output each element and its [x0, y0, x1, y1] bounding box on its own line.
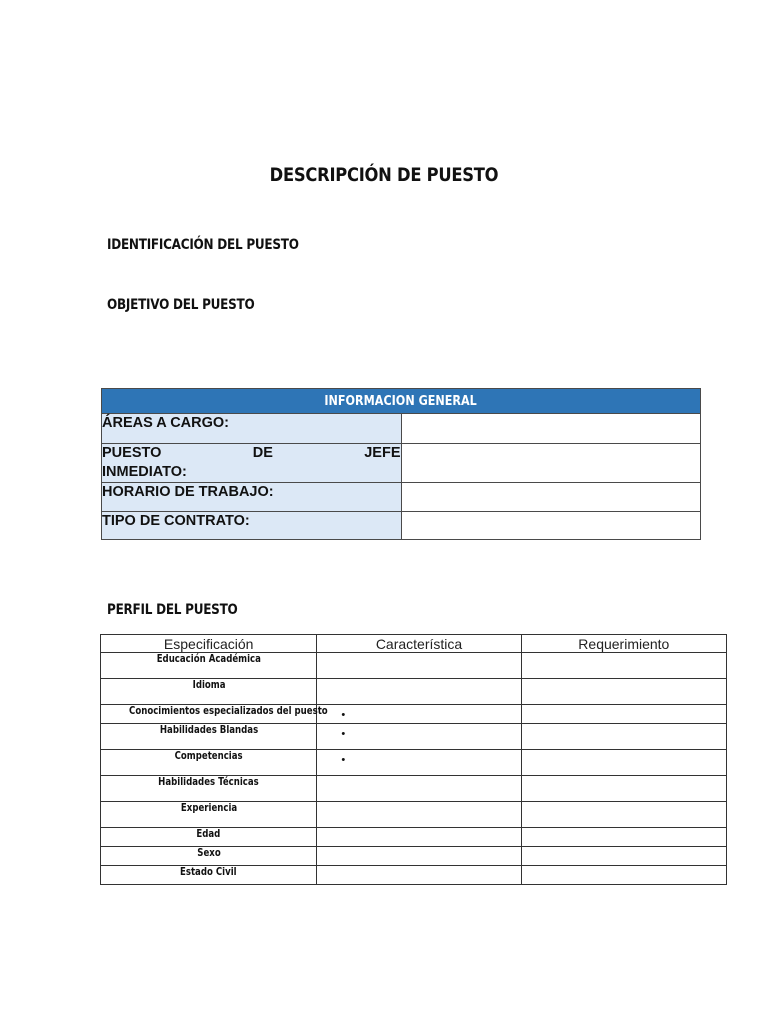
- column-header-especificacion: Especificación: [101, 635, 317, 653]
- section-heading-perfil: PERFIL DEL PUESTO: [107, 602, 238, 618]
- value-puesto-jefe-inmediato[interactable]: [401, 444, 701, 483]
- requerimiento-cell[interactable]: [521, 828, 726, 847]
- label-line-1: [102, 444, 401, 463]
- caracteristica-cell[interactable]: [317, 828, 521, 847]
- requerimiento-cell[interactable]: [521, 653, 726, 679]
- label-word: DE: [252, 445, 273, 461]
- spec-cell: [101, 866, 317, 885]
- requerimiento-cell[interactable]: [521, 802, 726, 828]
- profile-table: [100, 634, 727, 885]
- column-header-requerimiento: Requerimiento: [521, 635, 726, 653]
- spec-label: Estado Civil: [180, 865, 237, 878]
- caracteristica-cell[interactable]: [317, 847, 521, 866]
- spec-cell: [101, 750, 317, 776]
- spec-cell: [101, 776, 317, 802]
- value-tipo-de-contrato[interactable]: [401, 512, 701, 540]
- column-header-caracteristica: Característica: [317, 635, 521, 653]
- general-info-table: [101, 388, 701, 540]
- label-word: JEFE: [364, 445, 401, 461]
- spec-label: Educación Académica: [156, 652, 261, 665]
- section-heading-identificacion: IDENTIFICACIÓN DEL PUESTO: [107, 237, 299, 253]
- spec-label: Conocimientos especializados del puesto: [129, 704, 328, 717]
- spec-cell: [101, 679, 317, 705]
- value-areas-a-cargo[interactable]: [401, 414, 701, 444]
- section-heading-objetivo: OBJETIVO DEL PUESTO: [107, 297, 255, 313]
- spec-label: Competencias: [174, 749, 243, 762]
- bullet: •: [341, 728, 346, 740]
- label-tipo-de-contrato: TIPO DE CONTRATO:: [102, 512, 402, 540]
- requerimiento-cell[interactable]: [521, 866, 726, 885]
- bullet: •: [341, 709, 346, 721]
- profile-row-edad: [101, 828, 727, 847]
- general-row-jefe: [102, 444, 701, 483]
- general-info-header-text: INFORMACION GENERAL: [324, 393, 478, 409]
- general-row-horario: [102, 483, 701, 512]
- spec-label: Edad: [196, 827, 221, 840]
- requerimiento-cell[interactable]: [521, 847, 726, 866]
- profile-row-sexo: [101, 847, 727, 866]
- label-puesto-jefe-inmediato: [102, 444, 402, 483]
- spec-label: Habilidades Blandas: [159, 723, 258, 736]
- caracteristica-cell[interactable]: [317, 653, 521, 679]
- caracteristica-cell[interactable]: [317, 724, 521, 750]
- spec-cell: [101, 802, 317, 828]
- profile-row-conocimientos: [101, 705, 727, 724]
- caracteristica-cell[interactable]: [317, 750, 521, 776]
- spec-cell: [101, 847, 317, 866]
- spec-label: Idioma: [192, 678, 226, 691]
- requerimiento-cell[interactable]: [521, 705, 726, 724]
- requerimiento-cell[interactable]: [521, 679, 726, 705]
- profile-row-habilidades-blandas: [101, 724, 727, 750]
- spec-label: Sexo: [196, 846, 221, 859]
- spec-cell: [101, 704, 328, 724]
- label-horario-de-trabajo: HORARIO DE TRABAJO:: [102, 483, 402, 512]
- spec-cell: [101, 828, 317, 847]
- profile-row-competencias: [101, 750, 727, 776]
- requerimiento-cell[interactable]: [521, 724, 726, 750]
- profile-header-row: [101, 635, 727, 653]
- spec-cell: [101, 653, 317, 679]
- caracteristica-cell[interactable]: [317, 866, 521, 885]
- label-areas-a-cargo: ÁREAS A CARGO:: [102, 414, 402, 444]
- profile-row-idioma: [101, 679, 727, 705]
- spec-cell: [101, 724, 317, 750]
- caracteristica-cell[interactable]: [317, 776, 521, 802]
- caracteristica-cell[interactable]: [317, 802, 521, 828]
- label-line-2: INMEDIATO:: [102, 464, 187, 480]
- requerimiento-cell[interactable]: [521, 776, 726, 802]
- label-word: PUESTO: [102, 445, 162, 461]
- general-info-header: [102, 389, 701, 414]
- profile-row-educacion: [101, 653, 727, 679]
- general-row-contrato: [102, 512, 701, 540]
- general-row-areas: [102, 414, 701, 444]
- caracteristica-cell[interactable]: [317, 705, 521, 724]
- spec-label: Habilidades Técnicas: [158, 775, 259, 788]
- caracteristica-cell[interactable]: [317, 679, 521, 705]
- bullet: •: [341, 754, 346, 766]
- profile-row-experiencia: [101, 802, 727, 828]
- spec-label: Experiencia: [180, 801, 237, 814]
- requerimiento-cell[interactable]: [521, 750, 726, 776]
- profile-row-estado-civil: [101, 866, 727, 885]
- value-horario-de-trabajo[interactable]: [401, 483, 701, 512]
- profile-row-habilidades-tecnicas: [101, 776, 727, 802]
- document-title: DESCRIPCIÓN DE PUESTO: [269, 164, 499, 186]
